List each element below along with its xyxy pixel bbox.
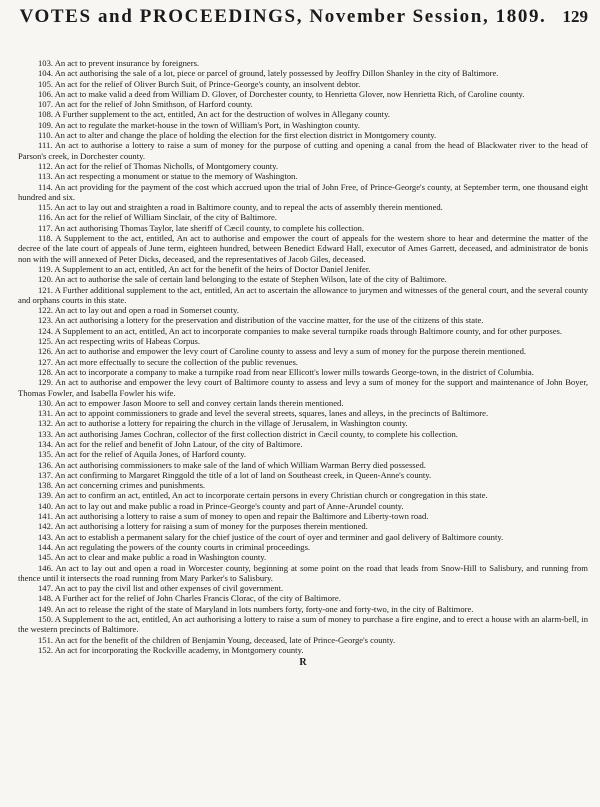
act-entry: 127. An act more effectually to secure the collection of the public revenues.: [38, 356, 298, 367]
act-entry: 128. An act to incorporate a company to make a turnpike road from near Ellicott's lower mills towards George-town, in the district of Columbia.: [38, 366, 534, 377]
act-entry: 111. An act to authorise a lottery to raise a sum of money for the purpose of cutting and opening a canal from the head of Blackwater river to the head of Parson's creek, in Dorchester county.: [18, 140, 588, 161]
act-entry: 132. An act to authorise a lottery for repairing the church in the village of Jerusalem, in Washington county.: [38, 418, 408, 429]
act-entry: 105. An act for the relief of Oliver Burch Suit, of Prince-George's county, an insolvent debtor.: [38, 78, 361, 89]
act-entry: 115. An act to lay out and straighten a road in Baltimore county, and to repeal the acts of assembly therein mentioned.: [38, 202, 443, 213]
act-entry: 148. A Further act for the relief of John Charles Francis Clorac, of the city of Baltimore.: [38, 593, 341, 604]
act-entry: 119. A Supplement to an act, entitled, An act for the benefit of the heirs of Doctor Daniel Jenifer.: [38, 263, 371, 274]
act-entry: 117. An act authorising Thomas Taylor, late sheriff of Cæcil county, to complete his collection.: [38, 222, 365, 233]
act-entry: 122. An act to lay out and open a road in Somerset county.: [38, 305, 239, 316]
act-entry: 109. An act to regulate the market-house in the town of William's Port, in Washington county.: [38, 119, 360, 130]
act-entry: 136. An act authorising commissioners to make sale of the land of which William Warman Berry died possessed.: [38, 459, 426, 470]
act-entry: 137. An act confirming to Margaret Ringgold the title of a lot of land on Southeast creek, in Queen-Anne's county.: [38, 469, 432, 480]
act-entry: 145. An act to clear and make public a road in Washington county.: [38, 552, 267, 563]
act-entry: 110. An act to alter and change the place of holding the election for the first election district in Montgomery county.: [38, 130, 437, 141]
act-entry: 140. An act to lay out and make public a road in Prince-George's county and part of Anne-Arundel county.: [38, 500, 404, 511]
page-number: 129: [562, 7, 588, 26]
act-entry: 139. An act to confirm an act, entitled, An act to incorporate certain persons in every Christian church or congregation in this state.: [38, 490, 488, 501]
act-entry: 103. An act to prevent insurance by foreigners.: [38, 58, 200, 68]
act-entry: 123. An act authorising a lottery for the preservation and distribution of the vaccine matter, for the use of the citizens of this state.: [38, 315, 484, 326]
act-entry: 126. An act to authorise and empower the levy court of Caroline county to assess and levy a sum of money for the purpose therein mentioned.: [38, 346, 527, 357]
act-entry: 131. An act to appoint commissioners to grade and level the several streets, squares, lanes and alleys, in the precincts of Baltimore.: [38, 408, 489, 419]
act-entry: 133. An act authorising James Cochran, collector of the first collection district in Cæcil county, to complete his collection.: [38, 428, 458, 439]
act-entry: 138. An act concerning crimes and punishments.: [38, 480, 206, 491]
act-entry: 114. An act providing for the payment of the cost which accrued upon the trial of John Free, of Prince-George's county, at September term, one thousand eight hundred and six.: [18, 181, 588, 202]
act-entry: 147. An act to pay the civil list and other expenses of civil government.: [38, 583, 284, 594]
act-entry: 141. An act authorising a lottery to raise a sum of money to open and repair the Baltimore and Liberty-town road.: [38, 511, 429, 522]
act-entry: 112. An act for the relief of Thomas Nicholls, of Montgomery county.: [38, 160, 279, 171]
act-entry: 120. An act to authorise the sale of certain land belonging to the estate of Stephen Wilson, late of the city of Baltimore.: [38, 274, 447, 285]
act-entry: 143. An act to establish a permanent salary for the chief justice of the court of oyer and terminer and gaol delivery of Baltimore county.: [38, 531, 504, 542]
act-entry: 106. An act to make valid a deed from William D. Glover, of Dorchester county, to Henrietta Glover, now Henrietta Rich, of Caroline county.: [38, 88, 525, 99]
act-entry: 151. An act for the benefit of the children of Benjamin Young, deceased, late of Prince-George's county.: [38, 634, 396, 645]
act-entry: 152. An act for incorporating the Rockville academy, in Montgomery county.: [38, 644, 304, 655]
running-title: VOTES and PROCEEDINGS, November Session, 1809.: [19, 6, 547, 27]
act-entry: 130. An act to empower Jason Moore to sell and convey certain lands therein mentioned.: [38, 397, 344, 408]
act-entry: 121. A Further additional supplement to the act, entitled, An act to ascertain the allowance to jurymen and witnesses of the general court, and the several county and orphans courts in this state.: [18, 284, 588, 305]
act-entry: 125. An act respecting writs of Habeas Corpus.: [38, 336, 201, 347]
page-header: [18, 6, 588, 58]
act-entry: 146. An act to lay out and open a road in Worcester county, beginning at some point on the road that leads from Snow-Hill to Salisbury, and running from thence until it intersects the road running from Mary Parker's to Salisbury.: [18, 562, 588, 583]
act-entry: 144. An act regulating the powers of the county courts in criminal proceedings.: [38, 541, 311, 552]
acts-list: [18, 58, 588, 655]
act-entry: 142. An act authorising a lottery for raising a sum of money for the purposes therein mentioned.: [38, 521, 368, 532]
act-entry: 124. A Supplement to an act, entitled, An act to incorporate companies to make several turnpike roads through Baltimore county, and for other purposes.: [38, 325, 563, 336]
act-entry: 116. An act for the relief of William Sinclair, of the city of Baltimore.: [38, 212, 277, 223]
act-entry: 107. An act for the relief of John Smithson, of Harford county.: [38, 99, 253, 110]
act-entry: 150. A Supplement to the act, entitled, An act authorising a lottery to raise a sum of money to purchase a fire engine, and to erect a house with an alarm-bell, in the western precincts of Baltimore.: [18, 614, 588, 635]
act-entry: 135. An act for the relief of Aquila Jones, of Harford county.: [38, 449, 247, 460]
act-entry: 104. An act authorising the sale of a lot, piece or parcel of ground, lately possessed by Jeoffry Dillon Shanley in the city of Baltimore.: [38, 68, 499, 79]
act-entry: 129. An act to authorise and empower the levy court of Baltimore county to assess and levy a sum of money for the support and maintenance of John Boyer, Thomas Fowler, and Isabella Fowler his wife.: [18, 377, 588, 398]
act-entry: 149. An act to release the right of the state of Maryland in lots numbers forty, forty-one and forty-two, in the city of Baltimore.: [38, 603, 474, 614]
act-entry: 134. An act for the relief and benefit of John Latour, of the city of Baltimore.: [38, 438, 303, 449]
act-entry: 118. A Supplement to the act, entitled, An act to authorise and empower the court of appeals for the western shore to hear and determine the matter of the decree of the late court of appeals of June term, eighteen hundred, between Benedict Edward Hall, executor of Ames Garrett, deceased, and administrator de bonis non with the will annexed of Peter Dicks, deceased, and the representatives of Jacob Giles, deceased.: [18, 233, 588, 264]
act-entry: 113. An act respecting a monument or statue to the memory of Washington.: [38, 171, 298, 182]
signature-mark: R: [299, 657, 307, 669]
act-entry: 108. A Further supplement to the act, entitled, An act for the destruction of wolves in Allegany county.: [38, 109, 390, 120]
